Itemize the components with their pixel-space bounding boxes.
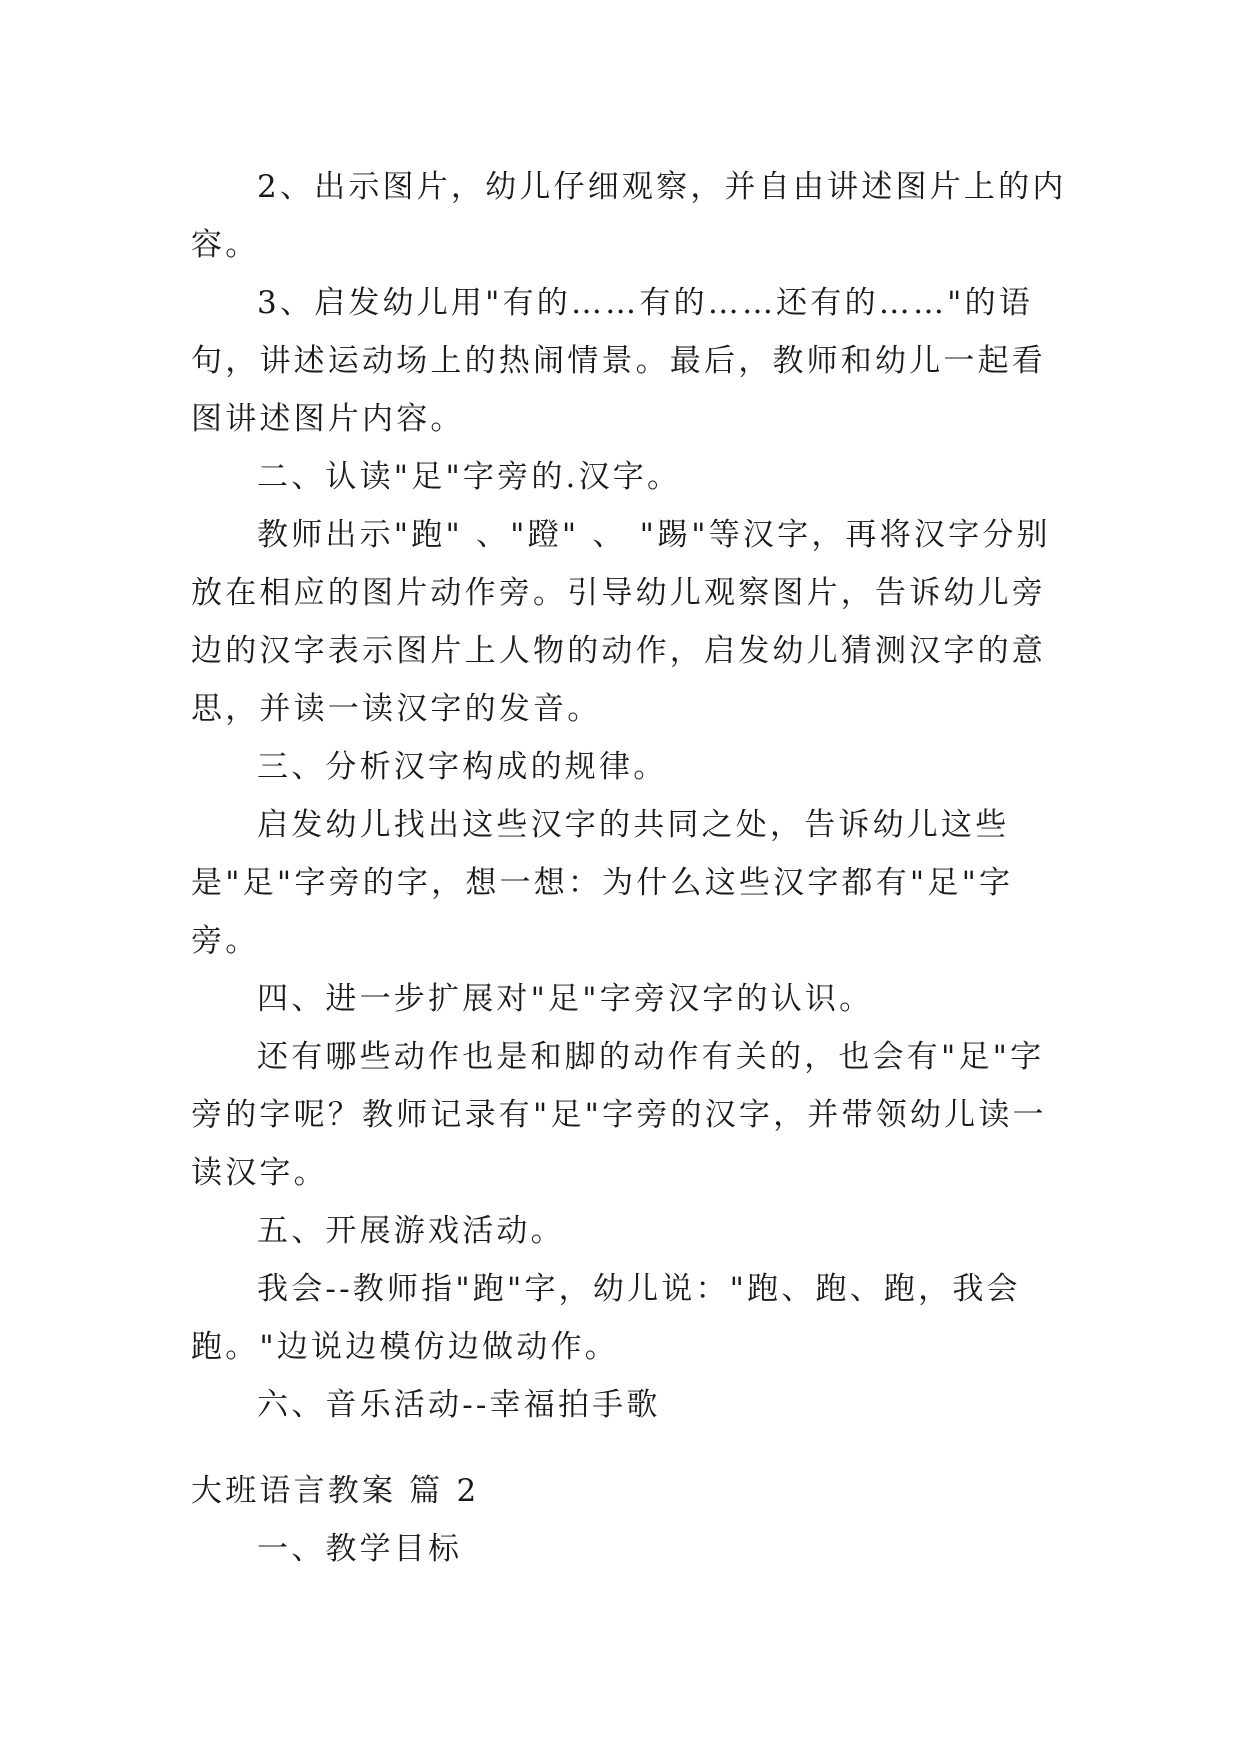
paragraph: 四、进一步扩展对"足"字旁汉字的认识。 [257, 981, 874, 1017]
paragraph: 三、分析汉字构成的规律。 [257, 749, 668, 785]
paragraph: 教师出示"跑" 、"蹬" 、 "踢"等汉字，再将汉字分别放在相应的图片动作旁。引导幼儿观察图片，告诉幼儿旁边的汉字表示图片上人物的动作，启发幼儿猜测汉字的意思，并读一读汉字的发音。 [191, 517, 1051, 727]
section-title: 大班语言教案 篇 2 [191, 1473, 480, 1509]
paragraph: 五、开展游戏活动。 [257, 1213, 565, 1249]
paragraph: 3、启发幼儿用"有的……有的……还有的……"的语句，讲述运动场上的热闹情景。最后，教师和幼儿一起看图讲述图片内容。 [191, 285, 1046, 437]
paragraph: 我会--教师指"跑"字，幼儿说："跑、跑、跑，我会跑。"边说边模仿边做动作。 [191, 1271, 1021, 1365]
paragraph: 二、认读"足"字旁的.汉字。 [257, 459, 682, 495]
paragraph: 六、音乐活动--幸福拍手歌 [257, 1387, 661, 1423]
document-body [191, 158, 1071, 1578]
section-first-item: 一、教学目标 [257, 1531, 463, 1567]
section-gap [191, 1434, 1071, 1462]
paragraph: 2、出示图片，幼儿仔细观察，并自由讲述图片上的内容。 [191, 169, 1067, 263]
paragraph: 还有哪些动作也是和脚的动作有关的，也会有"足"字旁的字呢？教师记录有"足"字旁的汉字，并带领幼儿读一读汉字。 [191, 1039, 1047, 1191]
paragraph: 启发幼儿找出这些汉字的共同之处，告诉幼儿这些是"足"字旁的字，想一想：为什么这些汉字都有"足"字旁。 [191, 807, 1014, 959]
